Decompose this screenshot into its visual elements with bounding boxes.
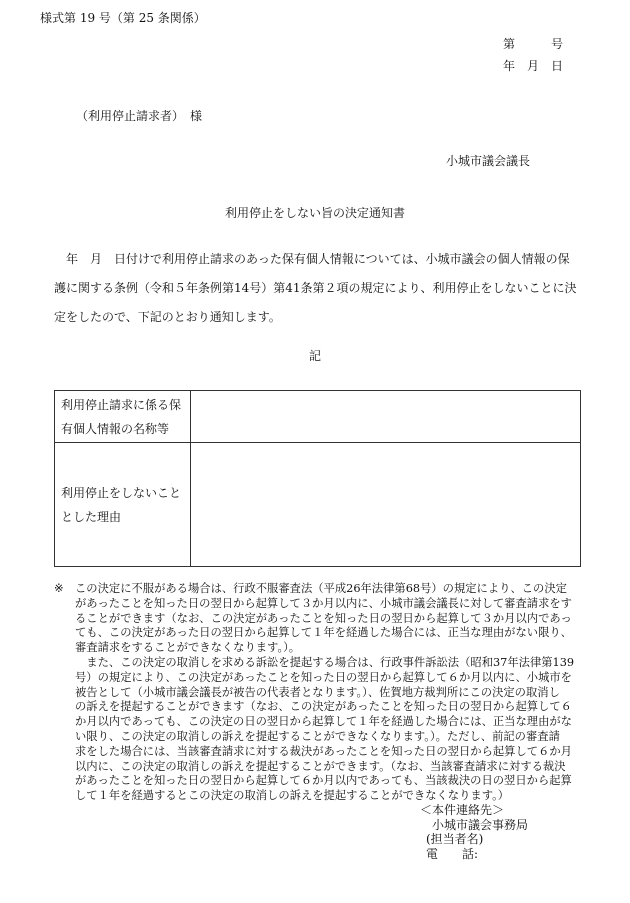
note-line: い限り、この決定の取消しの訴えを提起することができなくなります。）。ただし、前記の審査請 xyxy=(75,729,560,743)
document-date-label: 年 月 日 xyxy=(503,59,564,73)
table-label-cell xyxy=(55,391,191,443)
note-line: 号）の規定により、この決定があったことを知った日の翌日から起算して６か月以内に、小城市を xyxy=(75,670,572,684)
recipient-line: （利用停止請求者） 様 xyxy=(76,109,203,123)
note-line: この決定に不服がある場合は、行政不服審査法（平成26年法律第68号）の規定により、この決定 xyxy=(75,582,567,595)
body-line: 定をしたので、下記のとおり通知します。 xyxy=(54,310,281,324)
form-number: 様式第 19 号（第 25 条関係） xyxy=(40,11,206,25)
body-text xyxy=(54,245,590,332)
note-line: ることができます（なお、この決定があったことを知った日の翌日から起算して３か月以内であっ xyxy=(75,611,572,625)
info-table xyxy=(54,390,581,567)
contact-person: (担当者名) xyxy=(426,832,484,846)
table-row xyxy=(55,391,581,443)
table-label-line: 有個人情報の名称等 xyxy=(61,421,170,436)
ki-heading: 記 xyxy=(308,349,321,363)
note-line: ても、この決定があった日の翌日から起算して１年を経過した場合には、正当な理由がない限り、 xyxy=(75,626,572,640)
body-line: 護に関する条例（令和５年条例第14号）第41条第２項の規定により、利用停止をしないことに決 xyxy=(54,281,577,295)
table-label-line: とした理由 xyxy=(61,509,122,524)
note-line: また、この決定の取消しを求める訴訟を提起する場合は、行政事件訴訟法（昭和37年法律第139 xyxy=(75,655,575,669)
note-mark: ※ xyxy=(54,582,64,595)
table-row xyxy=(55,443,581,567)
note-line: 審査請求をすることができなくなります。）。 xyxy=(75,641,301,655)
note-line: の訴えを提起することができます（なお、この決定があったことを知った日の翌日から起算して６ xyxy=(75,700,572,714)
contact-office: 小城市議会事務局 xyxy=(432,817,529,832)
note-line: 求をした場合には、当該審査請求に対する裁決があったことを知った日の翌日から起算して６か月 xyxy=(75,744,572,758)
table-value-cell xyxy=(191,391,581,443)
note-line: 被告として（小城市議会議長が被告の代表者となります。）、佐賀地方裁判所にこの決定の取消し xyxy=(75,685,560,699)
sender-line: 小城市議会議長 xyxy=(446,154,531,168)
contact-heading: ＜本件連絡先＞ xyxy=(420,803,505,817)
note-text xyxy=(75,582,583,804)
note-line: か月以内であっても、この決定の日の翌日から起算して１年を経過した場合には、正当な理由がな xyxy=(75,715,572,729)
table-label-line: 利用停止請求に係る保 xyxy=(61,397,182,412)
table-value-cell xyxy=(191,443,581,567)
document-title: 利用停止をしない旨の決定通知書 xyxy=(224,206,405,220)
note-line: があったことを知った日の翌日から起算して６か月以内であっても、当該裁決の日の翌日から起算 xyxy=(75,774,572,788)
table-label-line: 利用停止をしないこと xyxy=(61,485,182,500)
document-number-label: 第 号 xyxy=(503,37,564,51)
table-label-cell xyxy=(55,443,191,567)
body-line: 年 月 日付けで利用停止請求のあった保有個人情報については、小城市議会の個人情報の保 xyxy=(54,252,570,266)
note-line: があったことを知った日の翌日から起算して３か月以内に、小城市議会議長に対して審査請求をす xyxy=(75,596,572,610)
note-line: 以内に、この決定の取消しの訴えを提起することができます。（なお、当該審査請求に対する裁決 xyxy=(75,759,566,773)
note-line: して１年を経過するとこの決定の取消しの訴えを提起することができなくなります。） xyxy=(75,789,510,803)
contact-block xyxy=(420,803,528,861)
contact-phone: 電 話: xyxy=(426,846,479,861)
